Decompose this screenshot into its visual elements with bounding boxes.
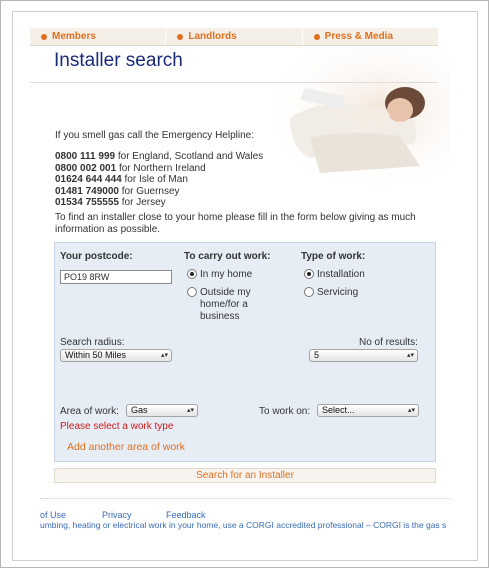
- bullet-icon: [177, 34, 183, 40]
- bullet-icon: [41, 34, 47, 40]
- select-arrows-icon: ▴▾: [407, 407, 415, 414]
- results-value: 5: [314, 350, 320, 360]
- select-arrows-icon: ▴▾: [186, 407, 194, 414]
- helpline-number: 0800 002 001: [55, 162, 117, 174]
- helpline-row: [55, 197, 263, 209]
- helpline-row: [55, 186, 263, 198]
- radio-in-my-home[interactable]: [187, 269, 197, 279]
- results-label: No of results:: [359, 337, 418, 348]
- type-of-work-label: Type of work:: [301, 251, 366, 262]
- error-message: Please select a work type: [60, 421, 174, 432]
- work-on-value: Select...: [322, 405, 355, 415]
- radio-servicing-label: Servicing: [317, 287, 359, 298]
- helpline-region: for Jersey: [121, 197, 166, 209]
- area-of-work-select[interactable]: [126, 404, 198, 417]
- tab-landlords[interactable]: [166, 28, 302, 45]
- helpline-region: for England, Scotland and Wales: [117, 151, 264, 162]
- helpline-number: 01624 644 444: [55, 174, 122, 186]
- top-nav: [30, 28, 438, 46]
- bullet-icon: [314, 34, 320, 40]
- helpline-region: for Northern Ireland: [118, 162, 206, 174]
- search-radius-select[interactable]: [60, 349, 172, 362]
- title-divider: [30, 82, 438, 83]
- tab-landlords-label: Landlords: [188, 31, 237, 42]
- work-on-select[interactable]: [317, 404, 419, 417]
- helpline-row: [55, 151, 263, 163]
- helpline-region: for Isle of Man: [124, 174, 188, 186]
- footer-link-feedback[interactable]: Feedback: [166, 510, 206, 520]
- helpline-number: 0800 111 999: [55, 151, 116, 162]
- tab-press-media[interactable]: [303, 28, 438, 45]
- intro-text: To find an installer close to your home please fill in the form below giving as much information as possible.: [55, 212, 416, 235]
- results-select[interactable]: [309, 349, 418, 362]
- work-on-label: To work on:: [259, 406, 311, 417]
- footer-link-privacy[interactable]: Privacy: [102, 510, 132, 520]
- search-button[interactable]: Search for an Installer: [54, 468, 436, 483]
- page-title: Installer search: [54, 50, 183, 71]
- area-of-work-label: Area of work:: [60, 406, 119, 417]
- tab-members-label: Members: [52, 31, 96, 42]
- search-radius-label: Search radius:: [60, 337, 125, 348]
- helpline-row: [55, 163, 263, 175]
- hero-photo: [250, 48, 450, 188]
- postcode-input[interactable]: PO19 8RW: [60, 270, 172, 284]
- helpline-region: for Guernsey: [121, 185, 180, 197]
- radio-installation[interactable]: [304, 269, 314, 279]
- radio-in-my-home-label: In my home: [200, 269, 253, 280]
- helpline-row: [55, 174, 263, 186]
- footer-text: umbing, heating or electrical work in your home, use a CORGI accredited professional – CORGI is the gas s: [40, 520, 447, 530]
- tab-press-media-label: Press & Media: [324, 31, 394, 42]
- postcode-label: Your postcode:: [60, 251, 133, 262]
- select-arrows-icon: ▴▾: [406, 352, 414, 359]
- area-of-work-value: Gas: [131, 405, 148, 415]
- radio-servicing[interactable]: [304, 287, 314, 297]
- add-area-link[interactable]: Add another area of work: [67, 441, 185, 453]
- footer-divider: [40, 498, 450, 499]
- helpline-list: [55, 151, 263, 209]
- carry-out-label: To carry out work:: [184, 251, 271, 262]
- helpline-number: 01534 755555: [55, 197, 119, 209]
- tab-members[interactable]: [30, 28, 166, 45]
- radio-installation-label: Installation: [317, 269, 365, 280]
- footer-link-terms[interactable]: of Use: [40, 510, 67, 520]
- radio-outside-home-label: Outside my home/for a business: [200, 287, 251, 322]
- helpline-lead: If you smell gas call the Emergency Helpline:: [55, 130, 254, 141]
- select-arrows-icon: ▴▾: [160, 352, 168, 359]
- search-radius-value: Within 50 Miles: [65, 350, 127, 360]
- radio-outside-home[interactable]: [187, 287, 197, 297]
- helpline-number: 01481 749000: [55, 185, 119, 197]
